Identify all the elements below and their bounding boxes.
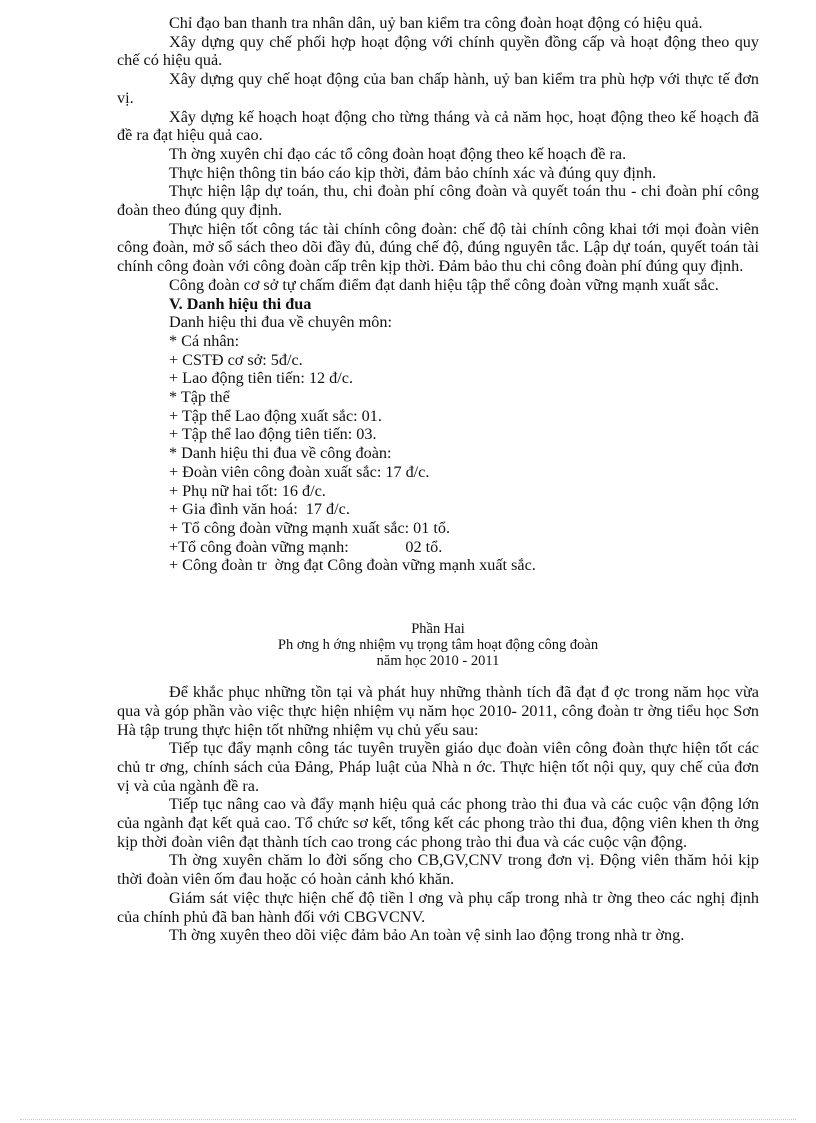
list-item: + Đoàn viên công đoàn xuất sắc: 17 đ/c. <box>169 462 430 481</box>
list-item: Danh hiệu thi đua về chuyên môn: <box>169 313 392 332</box>
paragraph: Th ờng xuyên theo dõi việc đảm bảo An toàn vệ sinh lao động trong nhà tr ờng. <box>169 926 685 945</box>
document-page <box>117 14 759 945</box>
page-bottom-divider <box>20 1119 796 1120</box>
part-title: Ph ơng h ớng nhiệm vụ trọng tâm hoạt động công đoàn <box>277 637 599 654</box>
list-item: + Tập thể Lao động xuất sắc: 01. <box>169 406 382 425</box>
paragraph: Thực hiện lập dự toán, thu, chi đoàn phí công đoàn và quyết toán thu - chi đoàn phí công đoàn theo đúng quy định. <box>117 182 759 220</box>
spacer <box>117 575 759 621</box>
paragraph: Xây dựng kế hoạch hoạt động cho từng tháng và cả năm học, hoạt động theo kế hoạch đã đề ra đạt hiệu quả cao. <box>117 107 759 145</box>
list-item: + Tổ công đoàn vững mạnh xuất sắc: 01 tổ. <box>169 518 451 537</box>
paragraph: Thực hiện thông tin báo cáo kịp thời, đảm bảo chính xác và đúng quy định. <box>169 163 657 182</box>
section-awards <box>117 295 759 576</box>
paragraph: Chỉ đạo ban thanh tra nhân dân, uỷ ban kiểm tra công đoàn hoạt động có hiệu quả. <box>169 14 703 32</box>
section-tasks <box>117 14 759 295</box>
list-item: + Tập thể lao động tiên tiến: 03. <box>169 425 377 444</box>
list-item: + Công đoàn tr ờng đạt Công đoàn vững mạnh xuất sắc. <box>169 556 536 575</box>
paragraph: Th ờng xuyên chăm lo đời sống cho CB,GV,CNV trong đơn vị. Động viên thăm hỏi kịp thời đoàn viên ốm đau hoặc có hoàn cảnh khó khăn. <box>117 851 759 889</box>
list-item: * Cá nhân: <box>169 331 240 350</box>
part-two-title <box>117 621 759 669</box>
paragraph: Xây dựng quy chế hoạt động của ban chấp hành, uỷ ban kiểm tra phù hợp với thực tế đơn vị. <box>117 70 759 107</box>
list-item: + CSTĐ cơ sở: 5đ/c. <box>169 350 303 369</box>
paragraph: Th ờng xuyên chỉ đạo các tổ công đoàn hoạt động theo kế hoạch đề ra. <box>169 144 627 163</box>
part-subtitle: năm học 2010 - 2011 <box>376 653 500 670</box>
paragraph: Thực hiện tốt công tác tài chính công đoàn: chế độ tài chính công khai tới mọi đoàn viên công đoàn, mở sổ sách theo dõi đầy đủ, đúng chế độ, đúng nguyên tắc. Lập dự toán, quyết toán tài chính công đoàn với công đoàn cấp trên kịp thời. Đảm bảo thu chi công đoàn phí đúng quy định. <box>117 219 759 276</box>
section-heading: V. Danh hiệu thi đua <box>169 294 312 313</box>
list-item: +Tổ công đoàn vững mạnh: 02 tổ. <box>169 537 443 556</box>
part-label: Phần Hai <box>411 621 465 638</box>
list-item: * Danh hiệu thi đua về công đoàn: <box>169 444 392 463</box>
paragraph: Giám sát việc thực hiện chế độ tiền l ơng và phụ cấp trong nhà tr ờng theo các nghị định của chính phủ đã ban hành đối với CBGVCNV. <box>117 888 759 926</box>
paragraph: Để khắc phục những tồn tại và phát huy những thành tích đã đạt đ ợc trong năm học vừa qua và góp phần vào việc thực hiện nhiệm vụ năm học 2010- 2011, công đoàn tr ờng tiểu học Sơn Hà tập trung thực hiện tốt những nhiệm vụ chủ yếu sau: <box>117 683 759 739</box>
list-item: + Gia đình văn hoá: 17 đ/c. <box>169 500 350 519</box>
paragraph: Tiếp tục đẩy mạnh công tác tuyên truyền giáo dục đoàn viên công đoàn thực hiện tốt các chủ tr ơng, chính sách của Đảng, Pháp luật của Nhà n ớc. Thực hiện tốt nội quy, quy chế của đơn vị và của ngành đề ra. <box>117 739 759 795</box>
paragraph: Công đoàn cơ sở tự chấm điểm đạt danh hiệu tập thể công đoàn vững mạnh xuất sắc. <box>169 275 719 294</box>
list-item: + Lao động tiên tiến: 12 đ/c. <box>169 369 354 388</box>
list-item: * Tập thể <box>169 388 230 407</box>
paragraph: Xây dựng quy chế phối hợp hoạt động với chính quyền đồng cấp và hoạt động theo quy chế có hiệu quả. <box>117 32 759 70</box>
section-directions <box>117 683 759 945</box>
list-item: + Phụ nữ hai tốt: 16 đ/c. <box>169 481 326 500</box>
paragraph: Tiếp tục nâng cao và đẩy mạnh hiệu quả các phong trào thi đua và các cuộc vận động lớn của ngành đạt kết quả cao. Tổ chức sơ kết, tổng kết các phong trào thi đua, động viên khen th ởng kịp thời đoàn viên đạt thành tích cao trong các phong trào thi đua và các cuộc vận động. <box>117 795 759 851</box>
